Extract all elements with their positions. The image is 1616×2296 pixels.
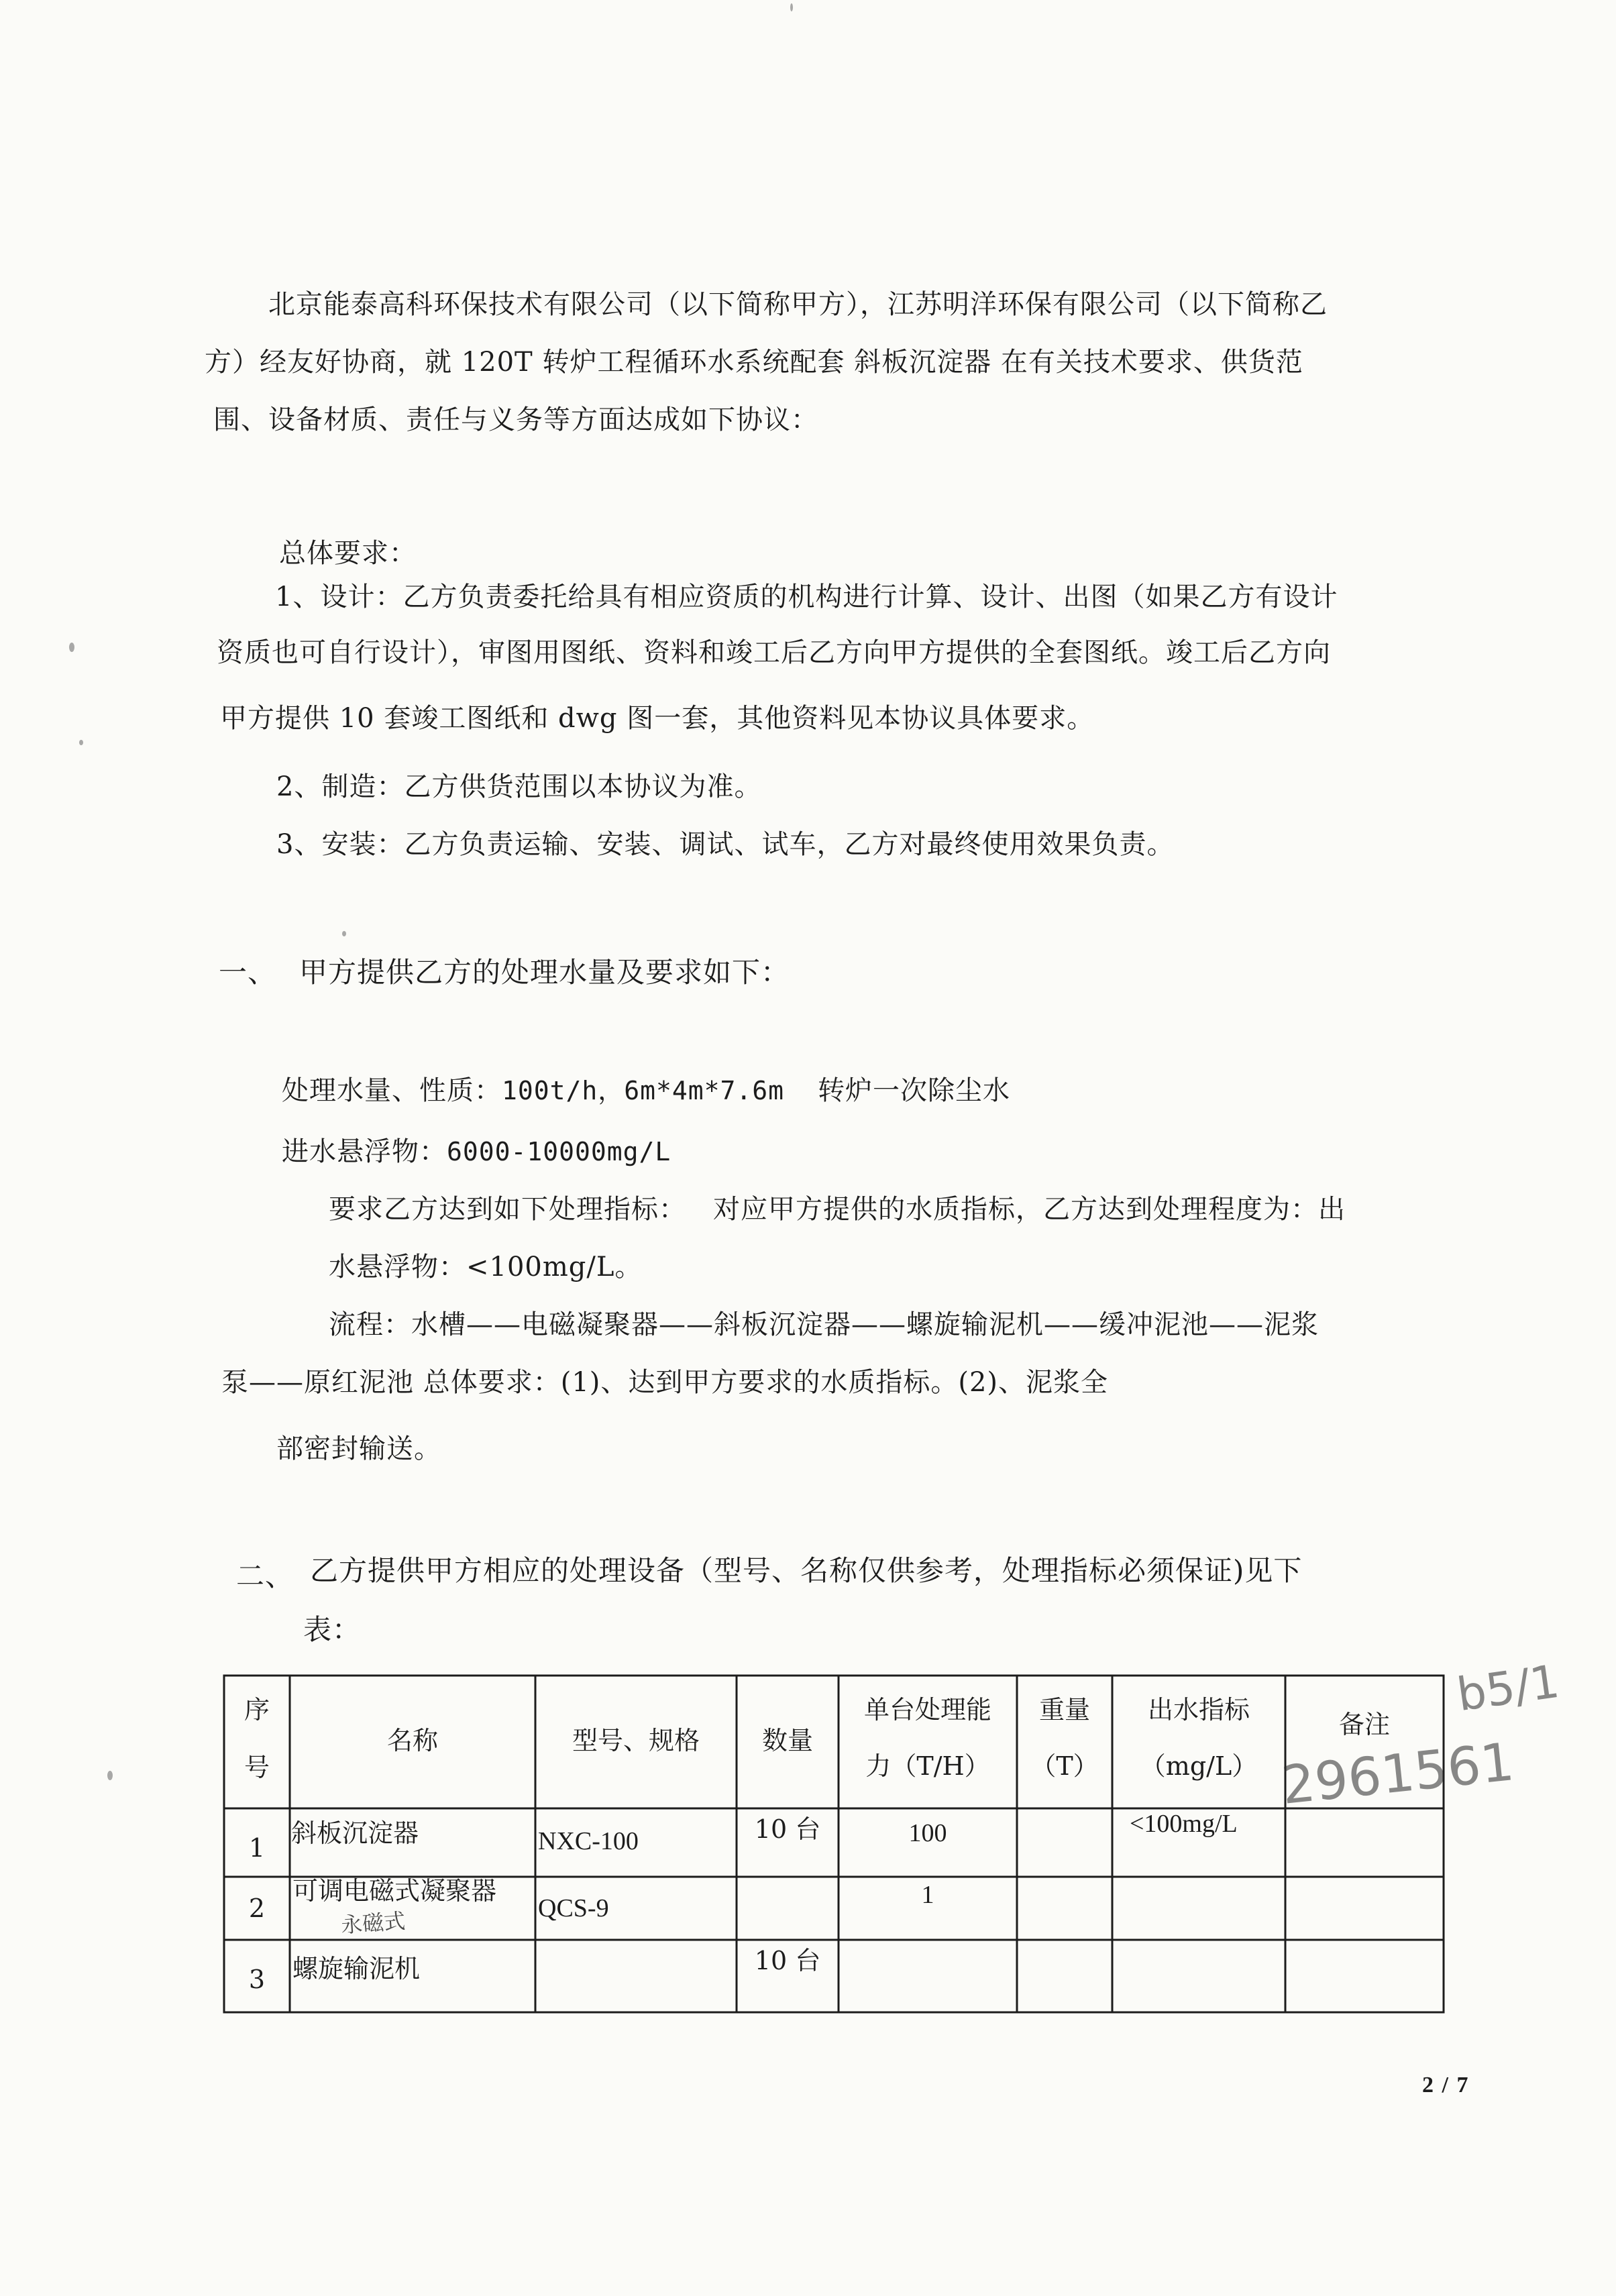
suspended-solids-label: 进水悬浮物： xyxy=(282,1136,447,1167)
intro-line: 北京能泰高科环保技术有限公司（以下简称甲方），江苏明洋环保有限公司（以下简称乙 xyxy=(268,289,1328,320)
general-item-design: 甲方提供 10 套竣工图纸和 dwg 图一套，其他资料见本协议具体要求。 xyxy=(220,703,1095,734)
suspended-solids-value: 6000-10000mg/L xyxy=(447,1137,671,1166)
table-row-qty: 10 台 xyxy=(754,1946,821,1975)
table-row-qty: 10 台 xyxy=(754,1814,821,1844)
treatment-requirement-line xyxy=(329,1189,1346,1229)
header-no xyxy=(224,1694,290,1783)
table-row-capacity: 1 xyxy=(921,1881,934,1909)
water-volume-line xyxy=(282,1071,1010,1111)
equipment-table xyxy=(220,1674,1446,2016)
general-item-design: 1、设计：乙方负责委托给具有相应资质的机构进行计算、设计、出图（如果乙方有设计 xyxy=(275,582,1338,612)
general-item-install: 3、安装：乙方负责运输、安装、调试、试车，乙方对最终使用效果负责。 xyxy=(276,829,1175,860)
header-capacity-line: 力（T/H） xyxy=(865,1751,990,1781)
header-remark: 备注 xyxy=(1338,1710,1390,1739)
scan-speck xyxy=(107,1771,113,1780)
header-outlet-line: 出水指标 xyxy=(1147,1695,1250,1725)
header-weight xyxy=(1017,1694,1112,1782)
header-no-line: 号 xyxy=(244,1753,270,1782)
intro-line: 方）经友好协商，就 120T 转炉工程循环水系统配套 斜板沉淀器 在有关技术要求、供货范 xyxy=(205,347,1303,378)
water-volume-value: 100t/h，6m*4m*7.6m xyxy=(502,1076,785,1105)
table-row-name: 螺旋输泥机 xyxy=(292,1954,421,1983)
header-no-line: 序 xyxy=(244,1695,270,1725)
scan-speck xyxy=(790,3,793,11)
table-row-capacity: 100 xyxy=(908,1819,947,1847)
process-flow-line: 部密封输送。 xyxy=(276,1433,441,1464)
header-outlet-line: （mg/L） xyxy=(1140,1751,1258,1781)
header-model: 型号、规格 xyxy=(572,1726,700,1755)
scan-speck xyxy=(79,740,83,745)
header-weight-line: （T） xyxy=(1030,1751,1099,1781)
treatment-requirement-line: 水悬浮物：<100mg/L。 xyxy=(329,1252,643,1282)
water-volume-label: 处理水量、性质： xyxy=(282,1075,502,1106)
scan-speck xyxy=(342,931,346,936)
process-flow-line: 流程：水槽——电磁凝聚器——斜板沉淀器——螺旋输泥机——缓冲泥池——泥浆 xyxy=(329,1309,1319,1340)
header-qty: 数量 xyxy=(761,1726,813,1755)
table-row-no: 3 xyxy=(248,1965,266,1994)
header-capacity-line: 单台处理能 xyxy=(863,1695,991,1725)
general-heading: 总体要求： xyxy=(279,538,417,569)
margin-handwriting-top: b5/1 xyxy=(1454,1655,1563,1723)
water-volume-note: 转炉一次除尘水 xyxy=(818,1075,1011,1106)
section2-heading: 乙方提供甲方相应的处理设备（型号、名称仅供参考，处理指标必须保证)见下 xyxy=(310,1554,1303,1587)
table-row-name: 可调电磁式凝聚器 xyxy=(292,1876,497,1906)
intro-line: 围、设备材质、责任与义务等方面达成如下协议： xyxy=(213,404,818,435)
process-flow-line: 泵——原红泥池 总体要求：(1)、达到甲方要求的水质指标。(2)、泥浆全 xyxy=(221,1367,1109,1398)
suspended-solids-line xyxy=(282,1132,671,1172)
header-name: 名称 xyxy=(386,1726,438,1755)
treatment-requirement-label: 要求乙方达到如下处理指标： xyxy=(329,1194,686,1225)
header-capacity xyxy=(839,1694,1017,1782)
section1-number: 一、 xyxy=(219,956,277,989)
header-weight-line: 重量 xyxy=(1038,1695,1090,1725)
treatment-requirement-text: 对应甲方提供的水质指标，乙方达到处理程度为：出 xyxy=(713,1194,1346,1225)
table-row-model: NXC-100 xyxy=(538,1827,639,1855)
table-row-outlet: <100mg/L xyxy=(1130,1810,1238,1838)
table-row-model: QCS-9 xyxy=(538,1894,609,1922)
table-row-no: 2 xyxy=(248,1894,266,1923)
general-item-manufacture: 2、制造：乙方供货范围以本协议为准。 xyxy=(276,771,762,802)
section2-heading: 表： xyxy=(303,1613,362,1646)
handwritten-name-note: 永磁式 xyxy=(339,1908,407,1938)
section2-number: 二、 xyxy=(236,1560,294,1592)
header-outlet xyxy=(1112,1694,1285,1782)
table-row-name: 斜板沉淀器 xyxy=(291,1818,419,1848)
page-number: 2 / 7 xyxy=(1422,2073,1470,2097)
margin-handwriting-bottom: 2961561 xyxy=(1279,1732,1517,1816)
table-row-no: 1 xyxy=(248,1833,266,1863)
scan-speck xyxy=(69,643,74,652)
section1-heading: 甲方提供乙方的处理水量及要求如下： xyxy=(299,956,790,989)
general-item-design: 资质也可自行设计），审图用图纸、资料和竣工后乙方向甲方提供的全套图纸。竣工后乙方向 xyxy=(217,637,1331,668)
